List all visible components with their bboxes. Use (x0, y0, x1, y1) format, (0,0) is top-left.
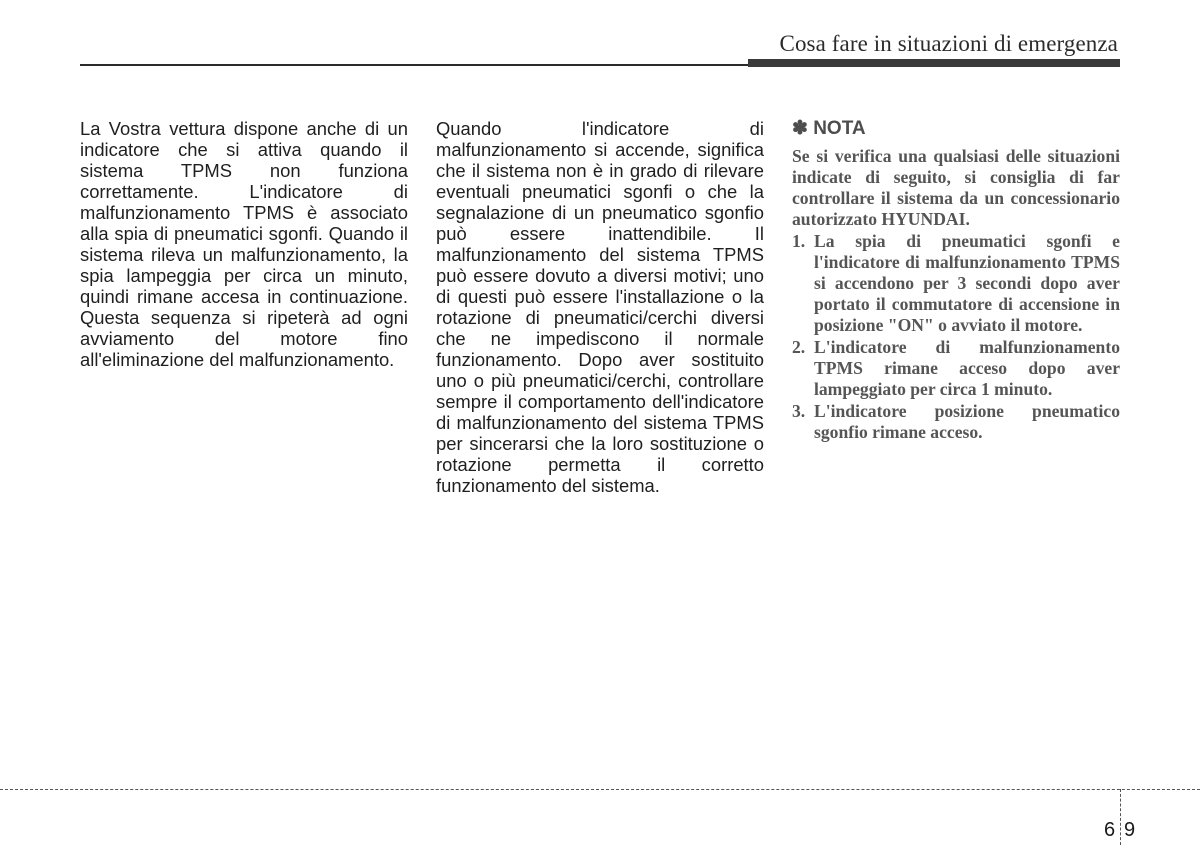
text-column-1 (80, 118, 408, 370)
chapter-number: 6 (1104, 819, 1116, 841)
note-item (792, 401, 1120, 443)
note-intro: Se si verifica una qualsiasi delle situazioni indicate di seguito, si consiglia di far controllare il sistema da un concessionario autorizzato HYUNDAI. (792, 146, 1120, 229)
page-number: 9 (1124, 819, 1136, 841)
header-rule-thin (80, 64, 750, 66)
note-item-text: L'indicatore posizione pneumatico sgonfio rimane acceso. (814, 401, 1120, 442)
footer-dashed-rule (0, 789, 1200, 790)
note-item-text: La spia di pneumatici sgonfi e l'indicatore di malfunzionamento TPMS si accendono per 3 secondi dopo aver portato il commutatore di accensione in posizione "ON" o avviato il motore. (814, 231, 1120, 335)
footer-dashed-divider (1120, 789, 1121, 845)
note-item-number: 3. (792, 401, 806, 421)
note-item (792, 231, 1120, 336)
note-item-number: 2. (792, 337, 806, 357)
column-1-paragraph: La Vostra vettura dispone anche di un indicatore che si attiva quando il sistema TPMS non funziona correttamente. L'indicatore di malfunzionamento TPMS è associato alla spia di pneumatici sgonfi. Quando il sistema rileva un malfunzionamento, la spia lampeggia per circa un minuto, quindi rimane accesa in continuazione. Questa sequenza si ripeterà ad ogni avviamento del motore fino all'eliminazione del malfunzionamento. (80, 118, 408, 370)
header-rule-thick (748, 59, 1120, 67)
page-header-title: Cosa fare in situazioni di emergenza (779, 31, 1118, 56)
note-title: ✽ NOTA (792, 118, 866, 139)
note-item (792, 337, 1120, 400)
note-list (792, 231, 1120, 443)
note-item-text: L'indicatore di malfunzionamento TPMS rimane acceso dopo aver lampeggiato per circa 1 minuto. (814, 337, 1120, 399)
text-column-2 (436, 118, 764, 496)
note-box (792, 118, 1120, 443)
note-item-number: 1. (792, 231, 806, 251)
column-2-paragraph: Quando l'indicatore di malfunzionamento si accende, significa che il sistema non è in grado di rilevare eventuali pneumatici sgonfi o che la segnalazione di un pneumatico sgonfio può essere inattendibile. Il malfunzionamento del sistema TPMS può essere dovuto a diversi motivi; uno di questi può essere l'installazione o la rotazione di pneumatici/cerchi diversi che ne impediscono il normale funzionamento. Dopo aver sostituito uno o più pneumatici/cerchi, controllare sempre il comportamento dell'indicatore di malfunzionamento del sistema TPMS per sincerarsi che la loro sostituzione o rotazione permetta il corretto funzionamento del sistema. (436, 118, 764, 496)
